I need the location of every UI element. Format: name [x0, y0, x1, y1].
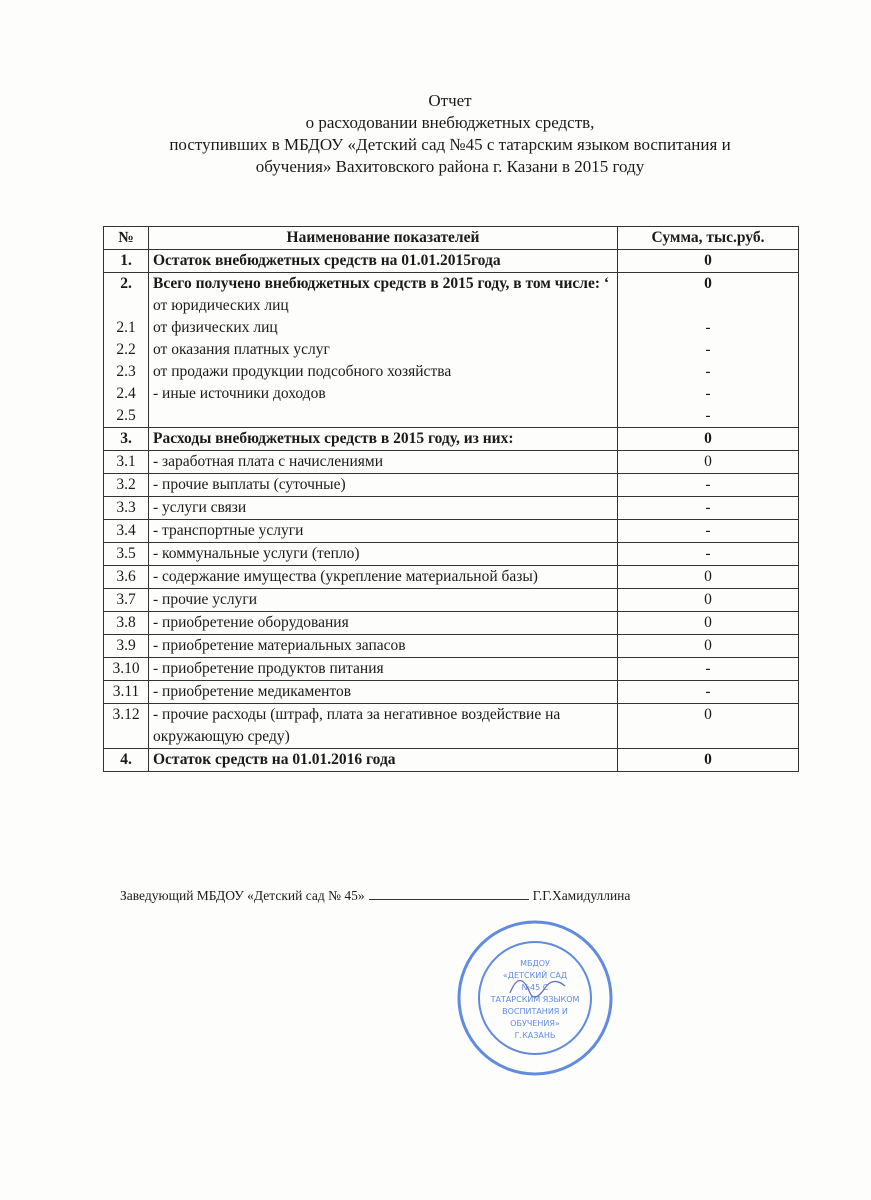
row-name	[149, 520, 618, 543]
row-number-text: 3.11	[112, 683, 140, 700]
signer-position: Заведующий МБДОУ «Детский сад № 45»	[120, 888, 365, 903]
row-number-text: 3.10	[112, 660, 140, 677]
title-line: поступивших в МБДОУ «Детский сад №45 с татарским языком воспитания и	[169, 135, 731, 154]
subrow-sum: -	[705, 407, 711, 424]
title-line: о расходовании внебюджетных средств,	[305, 113, 595, 132]
row-number-text: 3.	[120, 430, 132, 447]
row-sum-text: 0	[704, 614, 712, 631]
table-row	[104, 428, 799, 451]
row-number-text: 3.1	[116, 453, 136, 470]
row-sum	[618, 658, 799, 681]
svg-text:МБДОУ: МБДОУ	[520, 959, 550, 968]
row-sum-text: 0	[704, 430, 712, 447]
table-row	[104, 749, 799, 772]
row-name-text: - прочие расходы (штраф, плата за негативное воздействие на окружающую среду)	[153, 706, 561, 745]
subrow-sum: -	[705, 341, 711, 358]
row-sum-text: -	[705, 476, 711, 493]
table-row	[104, 250, 799, 273]
table-row	[104, 273, 799, 428]
row-name-text: Остаток внебюджетных средств на 01.01.2015года	[153, 252, 501, 269]
row-name	[149, 273, 618, 428]
row-sum	[618, 612, 799, 635]
row-sum-text: 0	[704, 453, 712, 470]
signature-block	[120, 888, 760, 904]
row-number	[104, 273, 149, 428]
row-sum-text: -	[705, 499, 711, 516]
row-name-text: - приобретение материальных запасов	[153, 637, 406, 654]
row-name	[149, 681, 618, 704]
official-stamp	[455, 918, 615, 1078]
row-number-text: 3.3	[116, 499, 136, 516]
row-number	[104, 543, 149, 566]
row-name-text: - содержание имущества (укрепление материальной базы)	[153, 568, 538, 585]
svg-text:Г.КАЗАНЬ: Г.КАЗАНЬ	[514, 1031, 556, 1040]
table-row	[104, 635, 799, 658]
row-name	[149, 589, 618, 612]
row-number-text: 1.	[120, 252, 132, 269]
row-sum-text: 0	[704, 637, 712, 654]
row-number	[104, 566, 149, 589]
row-number	[104, 635, 149, 658]
row-number-text: 3.7	[116, 591, 136, 608]
subrow-number: 2.4	[116, 385, 136, 402]
row-sum	[618, 497, 799, 520]
row-name-text: - услуги связи	[153, 499, 247, 516]
table-row	[104, 612, 799, 635]
row-number-text: 4.	[120, 751, 132, 768]
row-number	[104, 497, 149, 520]
row-sum-text: 0	[704, 252, 712, 269]
header-name: Наименование показателей	[149, 227, 618, 250]
row-name	[149, 474, 618, 497]
row-number	[104, 704, 149, 749]
table-row	[104, 658, 799, 681]
row-number-text: 2.	[120, 275, 132, 292]
row-sum	[618, 250, 799, 273]
table-row	[104, 474, 799, 497]
row-number	[104, 474, 149, 497]
row-name	[149, 250, 618, 273]
row-name	[149, 635, 618, 658]
subrow-name: от оказания платных услуг	[153, 341, 330, 358]
row-name	[149, 451, 618, 474]
svg-text:«ДЕТСКИЙ САД: «ДЕТСКИЙ САД	[502, 971, 568, 980]
expense-report-table	[103, 226, 799, 772]
row-number	[104, 589, 149, 612]
row-sum	[618, 681, 799, 704]
svg-text:ТАТАРСКИМ ЯЗЫКОМ: ТАТАРСКИМ ЯЗЫКОМ	[490, 995, 580, 1004]
row-sum-text: -	[705, 660, 711, 677]
row-name-text: Расходы внебюджетных средств в 2015 году, из них:	[153, 430, 514, 447]
row-name-text: - транспортные услуги	[153, 522, 304, 539]
subrow-name: от продажи продукции подсобного хозяйства	[153, 363, 452, 380]
subrow-sum: -	[705, 319, 711, 336]
row-sum-text: -	[705, 683, 711, 700]
row-sum-text: 0	[704, 751, 712, 768]
row-number	[104, 749, 149, 772]
subrow-name: от физических лиц	[153, 319, 278, 336]
row-number	[104, 451, 149, 474]
row-name	[149, 566, 618, 589]
row-name	[149, 543, 618, 566]
row-name	[149, 658, 618, 681]
table-row	[104, 497, 799, 520]
row-sum	[618, 273, 799, 428]
table-row	[104, 704, 799, 749]
row-sum	[618, 589, 799, 612]
row-name	[149, 704, 618, 749]
title-line: Отчет	[428, 91, 472, 110]
row-number-text: 3.5	[116, 545, 136, 562]
row-name-text: - заработная плата с начислениями	[153, 453, 383, 470]
row-sum	[618, 749, 799, 772]
table-row	[104, 543, 799, 566]
row-number	[104, 520, 149, 543]
row-number-text: 3.6	[116, 568, 136, 585]
subrow-sum: -	[705, 363, 711, 380]
subrow-sum: -	[705, 385, 711, 402]
table-header	[104, 227, 799, 250]
row-sum-text: 0	[704, 568, 712, 585]
document-title	[100, 90, 800, 178]
header-sum: Сумма, тыс.руб.	[618, 227, 799, 250]
row-name-text: Остаток средств на 01.01.2016 года	[153, 751, 396, 768]
row-sum-text: 0	[704, 706, 712, 723]
table-row	[104, 520, 799, 543]
row-sum-text: 0	[704, 591, 712, 608]
header-number: №	[104, 227, 149, 250]
row-name-text: - прочие услуги	[153, 591, 258, 608]
row-sum-text: 0	[704, 275, 712, 292]
row-name-text: - приобретение продуктов питания	[153, 660, 384, 677]
row-number-text: 3.4	[116, 522, 136, 539]
row-number	[104, 250, 149, 273]
row-number-text: 3.2	[116, 476, 136, 493]
subrow-name: от юридических лиц	[153, 297, 289, 314]
subrow-number: 2.5	[116, 407, 136, 424]
row-name	[149, 749, 618, 772]
row-name	[149, 612, 618, 635]
row-sum	[618, 451, 799, 474]
row-sum	[618, 635, 799, 658]
signature-line	[369, 899, 529, 900]
row-sum	[618, 474, 799, 497]
row-name-text: - приобретение оборудования	[153, 614, 349, 631]
table-row	[104, 566, 799, 589]
row-name-text: - коммунальные услуги (тепло)	[153, 545, 360, 562]
row-number-text: 3.8	[116, 614, 136, 631]
row-sum-text: -	[705, 545, 711, 562]
row-sum	[618, 543, 799, 566]
row-name	[149, 428, 618, 451]
row-number	[104, 612, 149, 635]
signer-name: Г.Г.Хамидуллина	[532, 888, 631, 903]
table-row	[104, 681, 799, 704]
svg-text:ОБУЧЕНИЯ»: ОБУЧЕНИЯ»	[510, 1019, 560, 1028]
row-name-text: Всего получено внебюджетных средств в 2015 году, в том числе: ‘	[153, 275, 610, 292]
row-sum	[618, 566, 799, 589]
row-number	[104, 658, 149, 681]
subrow-name: - иные источники доходов	[153, 385, 326, 402]
subrow-number: 2.1	[116, 319, 136, 336]
svg-text:№45 С: №45 С	[521, 983, 549, 992]
subrow-number: 2.2	[116, 341, 136, 358]
row-sum-text: -	[705, 522, 711, 539]
row-number-text: 3.12	[112, 706, 140, 723]
svg-text:ВОСПИТАНИЯ И: ВОСПИТАНИЯ И	[502, 1007, 568, 1016]
row-number	[104, 428, 149, 451]
row-name-text: - приобретение медикаментов	[153, 683, 352, 700]
row-name	[149, 497, 618, 520]
subrow-number: 2.3	[116, 363, 136, 380]
row-number-text: 3.9	[116, 637, 136, 654]
table-row	[104, 589, 799, 612]
row-sum	[618, 704, 799, 749]
row-name-text: - прочие выплаты (суточные)	[153, 476, 346, 493]
table-row	[104, 451, 799, 474]
title-line: обучения» Вахитовского района г. Казани в 2015 году	[255, 157, 645, 176]
row-sum	[618, 520, 799, 543]
row-number	[104, 681, 149, 704]
row-sum	[618, 428, 799, 451]
